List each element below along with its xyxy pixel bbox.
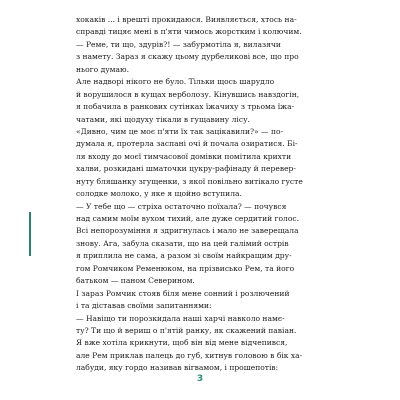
text-line: й ворушилося в кущах верболозу. Кінувшись навздогін, — [76, 89, 300, 99]
text-line: «Дивно, чим це моє п'яти їх так зацікавили?» — по- — [76, 126, 284, 136]
page-body-text — [76, 14, 332, 375]
text-line: — У тебе що — стріха остаточно поїхала? — почувся — [76, 201, 287, 211]
text-line: Всі непорозуміння я здригнулась і мало не заверещала — [76, 226, 299, 236]
text-line: нього думаю. — [76, 64, 130, 74]
text-line: знову. Ага, забула сказати, що на цей галімий острів — [76, 238, 289, 248]
text-line: і та діставав своїми запитаннями: — [76, 301, 212, 311]
text-line: солодке молоко, у яке я щойно вступила. — [76, 189, 242, 199]
text-line: я приплила не сама, а разом зі своїм найкращим дру- — [76, 251, 292, 261]
text-line: батьком — паном Северином. — [76, 276, 195, 286]
text-line: але Рем приклав палець до губ, хитнув головою в бік ха- — [76, 350, 303, 360]
text-line: Я вже хотіла крикнути, щоб він від мене відчепився, — [76, 338, 288, 348]
text-line: з намету. Зараз я скажу цьому дурбеликові все, що про — [76, 52, 299, 62]
text-line: ту? Ти що й вериш о п'ятій ранку, як скажений павіан. — [76, 325, 297, 335]
text-line: чатами, які щодуху тікали в гущавину лісу. — [76, 114, 250, 124]
text-line: халви, розкидані шматочки цукру-рафінаду й перевер- — [76, 164, 296, 174]
text-line: я побачила в ранкових сутінках їжачиху з трьома їжа- — [76, 102, 295, 112]
margin-marker — [29, 212, 31, 256]
text-line: І зараз Ромчик стояв біля мене сонний і розлючений — [76, 288, 290, 298]
text-line: лабуди, яку гордо називав вігвамом, і прошепотів: — [76, 363, 279, 373]
text-line: — Навіщо ти порозкидала наші харчі навколо намє- — [76, 313, 285, 323]
text-line: хокаків ... і врешті прокидаюся. Виявляється, хтось на- — [76, 15, 297, 24]
text-line: — Реме, ти що, здурів?! — забурмотіла я, вилазячи — [76, 39, 281, 49]
page-number: 3 — [196, 374, 204, 384]
text-line: нуту бляшанку згущенки, з якої повільно витікало густе — [76, 176, 303, 186]
text-line: думала я, протерла заспані очі й почала озиратися. Бі- — [76, 139, 298, 149]
text-line: справді тицяє мені в п'яти чимось жорстким і колючим. — [76, 27, 302, 37]
text-line: ля входу до моєї тимчасової домівки помітила крихти — [76, 151, 292, 161]
text-line: над самим моїм вухом тихий, але дуже сердитий голос. — [76, 214, 299, 223]
text-line: гом Ромчиком Ременюком, на прізвисько Рем, та його — [76, 263, 295, 273]
text-line: Але надворі нікого не було. Тільки щось шарудло — [76, 77, 275, 87]
